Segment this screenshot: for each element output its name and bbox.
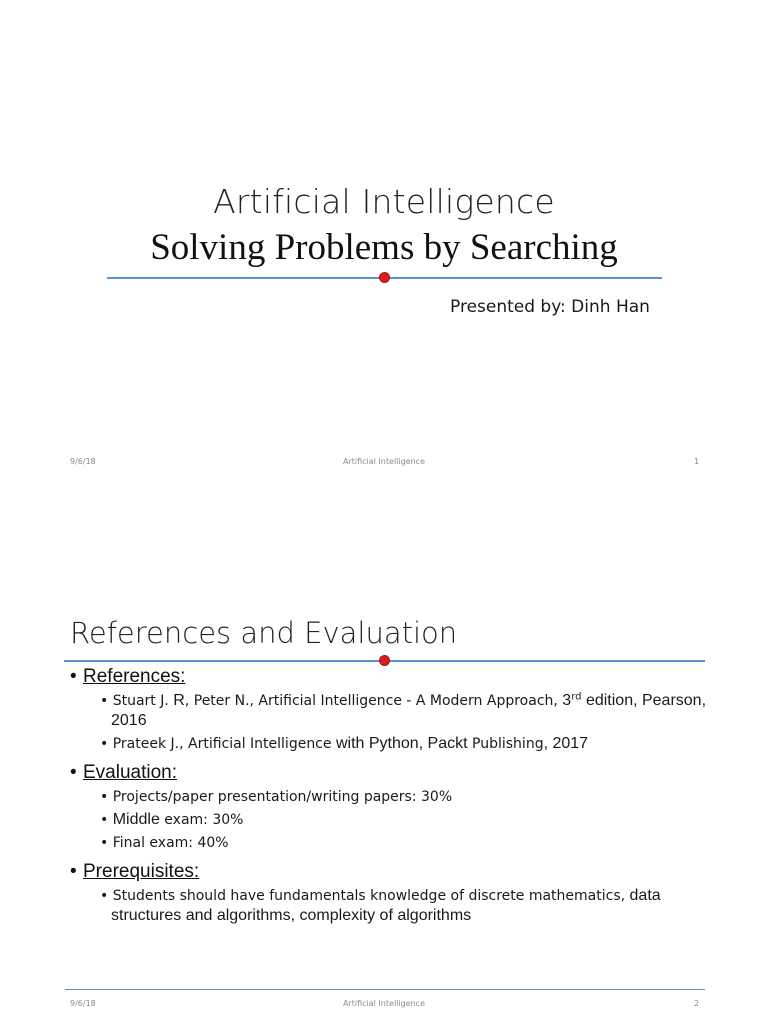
eval-text: exam: 30% — [159, 812, 244, 828]
footer-date: 9/6/18 — [70, 457, 96, 466]
bullet-heading — [70, 666, 720, 688]
eval-text: Projects/paper presentation/writing papers: 30% — [112, 789, 453, 805]
ref-text: Publishing — [467, 736, 544, 752]
ref-text: , 2017 — [543, 735, 589, 752]
references-section — [70, 666, 720, 754]
ref-text: , Peter N., Artificial Intelligence - A Modern Approach, — [184, 693, 563, 709]
footer-page-number: 1 — [694, 457, 700, 466]
bullet-icon: • — [70, 861, 77, 882]
bullet-icon: • — [70, 666, 77, 687]
list-item: • Prateek J., Artificial Intelligence with Python, Packt Publishing, 2017 — [100, 735, 589, 752]
references-heading: References: — [83, 666, 186, 687]
ref-text: edition, Pearson, 2016 — [111, 692, 707, 729]
list-item: • Final exam: 40% — [100, 835, 229, 851]
prereq-text: Students should have fundamentals knowledge of discrete mathematics, — [112, 888, 630, 904]
list-item: • Stuart J. R, Peter N., Artificial Intelligence - A Modern Approach, 3rd edition, Pearson, 2016 — [100, 691, 707, 729]
ref-text: with Python, Packt — [335, 735, 468, 752]
footer-page-number: 2 — [694, 999, 700, 1008]
eval-text: Final exam: 40% — [112, 835, 229, 851]
ref-text: R — [173, 692, 185, 709]
bullet-heading — [70, 861, 720, 883]
list-item: • Students should have fundamentals knowledge of discrete mathematics, data structures and algorithms, complexity of algorithms — [100, 887, 661, 924]
prerequisites-heading: Prerequisites: — [83, 861, 200, 882]
ref-superscript: rd — [571, 691, 582, 703]
footer-title: Artificial Intelligence — [343, 457, 425, 466]
presenter-name: Presented by: Dinh Han — [450, 297, 650, 317]
evaluation-section — [70, 762, 720, 853]
ref-text: Stuart J. — [112, 693, 174, 709]
slide-1-title: Artificial Intelligence — [213, 182, 555, 221]
footer-date: 9/6/18 — [70, 999, 96, 1008]
slide-2 — [0, 512, 768, 1024]
prerequisites-section — [70, 861, 720, 926]
evaluation-heading: Evaluation: — [83, 762, 178, 783]
bullet-heading — [70, 762, 720, 784]
list-item: • Projects/paper presentation/writing papers: 30% — [100, 789, 453, 805]
bullet-icon: • — [70, 762, 77, 783]
divider-dot-icon — [379, 272, 390, 283]
slide-2-content — [70, 662, 720, 934]
slide-1-subtitle: Solving Problems by Searching — [150, 227, 618, 268]
slide-2-title: References and Evaluation — [70, 616, 458, 650]
list-item: • Middle exam: 30% — [100, 811, 244, 828]
eval-text: Middle — [112, 811, 160, 828]
prereq-text: data structures and algorithms, complexity of algorithms — [111, 887, 661, 924]
footer-title: Artificial Intelligence — [343, 999, 425, 1008]
ref-text: 3 — [562, 692, 572, 709]
footer-divider-line — [65, 989, 705, 990]
ref-text: Prateek J., Artificial Intelligence — [112, 736, 336, 752]
